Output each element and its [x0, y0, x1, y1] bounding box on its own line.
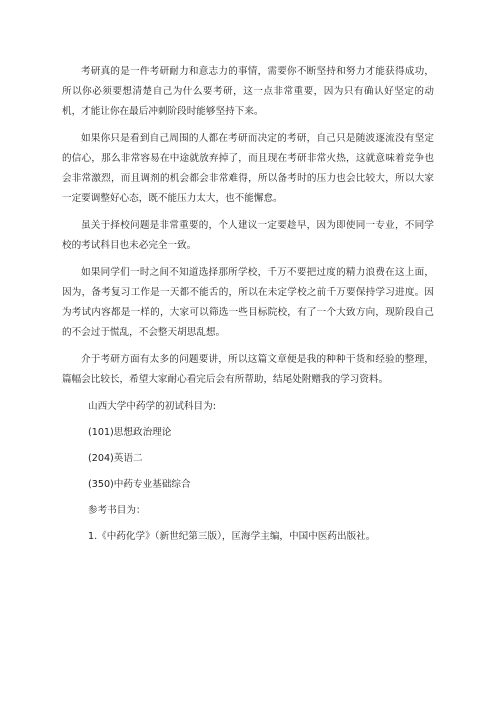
- document-body: [62, 62, 434, 553]
- exam-subjects-heading: 山西大学中药学的初试科目为:: [88, 401, 216, 412]
- reference-books-heading: 参考书目为：: [88, 505, 146, 516]
- paragraph-school-choice: 虽关于择校问题是非常重要的，个人建议一定要趁早，因为即使同一专业，不同学校的考试科目也未必完全一致。: [62, 220, 434, 251]
- exam-subject-english: (204)英语二: [88, 453, 143, 464]
- paragraph-study-progress: 如果同学们一时之间不知道选择那所学校，千万不要把过度的精力浪费在这上面，因为，备考复习工作是一天都不能舌的，所以在未定学校之前千万要保持学习进度。因为考试内容都是一样的，大家可以筛选一些目标院校，有了一个大致方向，现阶段自己的不会过于慌乱，不会整天胡思乱想。: [62, 267, 434, 338]
- paragraph-intro: 介于考研方面有太多的问题要讲，所以这篇文章便是我的种种干货和经验的整理，篇幅会比较长，希望大家耐心看完后会有所帮助，结尾处附赠我的学习资料。: [62, 354, 434, 385]
- paragraph-pressure: 如果你只是看到自己周围的人都在考研而决定的考研，自己只是随波逐流没有坚定的信心，那么非常容易在中途就放弃掉了，而且现在考研非常火热，这就意味着竞争也会非常激烈，而且调剂的机会都会非常难得，所以备考时的压力也会比较大，所以大家一定要调整好心态，既不能压力太大，也不能懈怠。: [62, 133, 434, 204]
- exam-subject-tcm: (350)中药专业基础综合: [88, 479, 191, 490]
- reference-book-item: 1.《中药化学》（新世纪第三版），匡海学主编，中国中医药出版社。: [88, 531, 376, 542]
- exam-subject-politics: (101)思想政治理论: [88, 427, 172, 438]
- paragraph-motivation: 考研真的是一件考研耐力和意志力的事情，需要你不断坚持和努力才能获得成功，所以你必须要想清楚自己为什么要考研，这一点非常重要，因为只有确认好坚定的动机，才能让你在最后冲刺阶段时能够坚持下来。: [62, 66, 434, 117]
